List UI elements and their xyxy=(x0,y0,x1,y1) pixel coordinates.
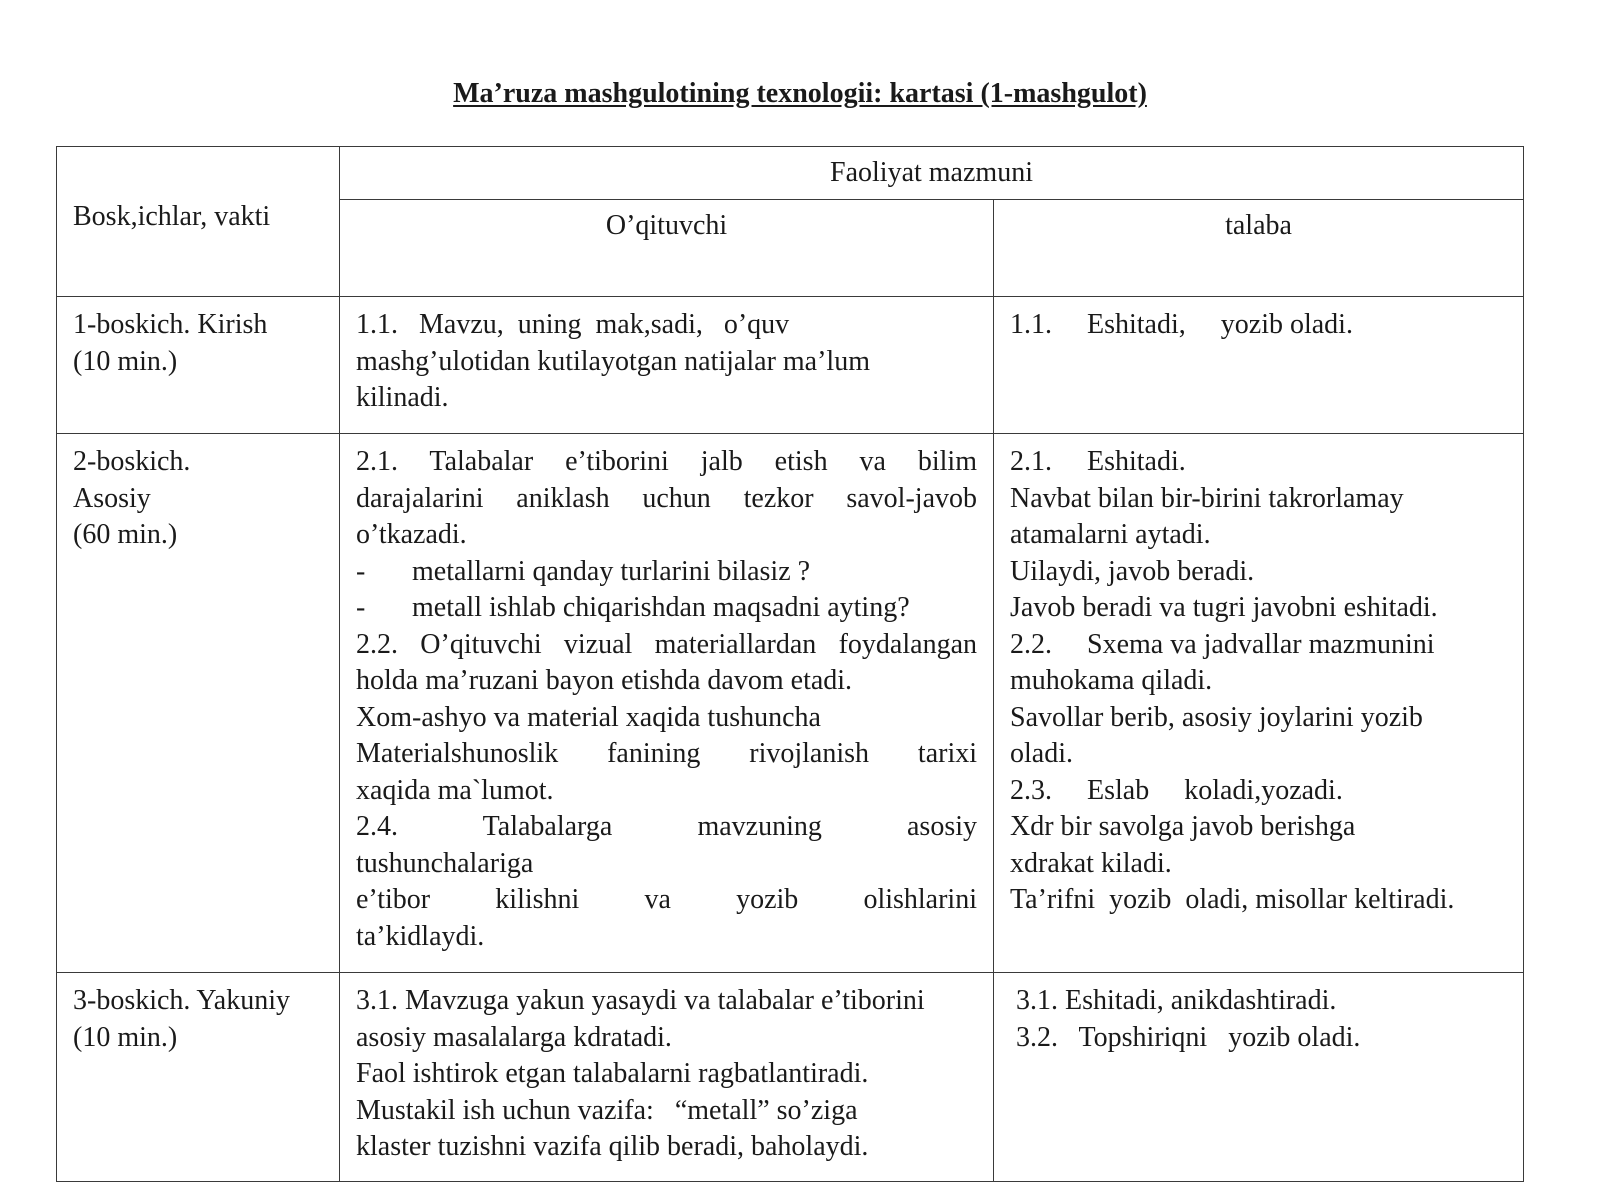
table-row xyxy=(57,297,1524,434)
table-row xyxy=(57,434,1524,973)
cell-line: o’tkazadi. xyxy=(356,519,467,550)
header-stage: Bosk,ichlar, vakti xyxy=(57,147,340,297)
cell-line: 2.1. Eshitadi. xyxy=(1010,446,1186,477)
header-teacher: O’qituvchi xyxy=(340,200,994,297)
question-text: metall ishlab chiqarishdan maqsadni ayting? xyxy=(412,592,910,623)
cell-line: 1.1. Mavzu, uning mak,sadi, o’quv xyxy=(356,309,790,340)
cell-line: holda ma’ruzani bayon etishda davom etadi. xyxy=(356,665,853,696)
cell-line: Xdr bir savolga javob berishga xyxy=(1010,811,1356,842)
student-cell xyxy=(994,973,1524,1182)
cell-line: 3.1. Eshitadi, anikdashtiradi. xyxy=(1016,985,1337,1016)
cell-line: e’tibor kilishni va yozib olishlarini xyxy=(356,884,977,915)
header-student: talaba xyxy=(994,200,1524,297)
dash-mark: - xyxy=(356,555,366,587)
cell-line: oladi. xyxy=(1010,738,1073,769)
question-item xyxy=(356,590,977,627)
cell-line: 1-boskich. Kirish xyxy=(73,309,268,340)
cell-line: 1.1. Eshitadi, yozib oladi. xyxy=(1010,309,1353,340)
cell-line: tushunchalariga xyxy=(356,847,534,879)
cell-line: atamalarni aytadi. xyxy=(1010,519,1211,550)
cell-line: Navbat bilan bir-birini takrorlamay xyxy=(1010,482,1404,514)
cell-line: 2.3. Eslab koladi,yozadi. xyxy=(1010,774,1343,806)
question-item xyxy=(356,554,977,591)
cell-line: asosiy masalalarga kdratadi. xyxy=(356,1021,672,1053)
table-row xyxy=(57,973,1524,1182)
teacher-cell xyxy=(340,297,994,434)
cell-line: Materialshunoslik fanining rivojlanish tarixi xyxy=(356,738,977,769)
cell-line: Asosiy xyxy=(73,482,151,514)
cell-line: Uilaydi, javob beradi. xyxy=(1010,555,1255,587)
cell-line: Savollar berib, asosiy joylarini yozib xyxy=(1010,701,1423,733)
cell-line: 2.1. Talabalar e’tiborini jalb etish va bilim xyxy=(356,446,977,477)
stage-cell xyxy=(57,297,340,434)
cell-line: kilinadi. xyxy=(356,382,449,413)
cell-line: ta’kidlaydi. xyxy=(356,920,485,952)
question-text: metallarni qanday turlarini bilasiz ? xyxy=(412,555,811,587)
cell-line: Xom-ashyo va material xaqida tushuncha xyxy=(356,701,821,733)
cell-line: 2.2. Sxema va jadvallar mazmunini xyxy=(1010,628,1435,660)
student-cell xyxy=(994,434,1524,973)
cell-line: (10 min.) xyxy=(73,345,178,377)
cell-line: 2-boskich. xyxy=(73,446,191,477)
cell-line: mashg’ulotidan kutilayotgan natijalar ma’lum xyxy=(356,345,870,377)
cell-line: Faol ishtirok etgan talabalarni ragbatlantiradi. xyxy=(356,1058,869,1089)
cell-line: (60 min.) xyxy=(73,519,178,550)
header-activity: Faoliyat mazmuni xyxy=(340,147,1524,200)
student-cell xyxy=(994,297,1524,434)
technology-card-table xyxy=(56,146,1524,1182)
cell-line: xaqida ma`lumot. xyxy=(356,774,554,806)
cell-line: 3.2. Topshiriqni yozib oladi. xyxy=(1016,1021,1361,1053)
stage-cell xyxy=(57,973,340,1182)
cell-line: Ta’rifni yozib oladi, misollar keltiradi. xyxy=(1010,884,1455,915)
header-row xyxy=(57,147,1524,200)
cell-line: 3-boskich. Yakuniy xyxy=(73,985,291,1016)
cell-line: 2.4. Talabalarga mavzuning asosiy xyxy=(356,811,977,842)
teacher-cell xyxy=(340,973,994,1182)
cell-line: 3.1. Mavzuga yakun yasaydi va talabalar e’tiborini xyxy=(356,985,925,1016)
stage-cell xyxy=(57,434,340,973)
cell-line: 2.2. O’qituvchi vizual materiallardan foydalangan xyxy=(356,628,977,660)
page-title: Ma’ruza mashgulotining texnologii: kartasi (1-mashgulot) xyxy=(453,78,1147,109)
cell-line: Javob beradi va tugri javobni eshitadi. xyxy=(1010,592,1438,623)
cell-line: klaster tuzishni vazifa qilib beradi, baholaydi. xyxy=(356,1131,869,1162)
cell-line: darajalarini aniklash uchun tezkor savol-javob xyxy=(356,482,977,514)
cell-line: Mustakil ish uchun vazifa: “metall” so’ziga xyxy=(356,1094,858,1126)
cell-line: (10 min.) xyxy=(73,1021,178,1053)
cell-line: muhokama qiladi. xyxy=(1010,665,1213,696)
teacher-cell xyxy=(340,434,994,973)
dash-mark: - xyxy=(356,592,366,623)
cell-line: xdrakat kiladi. xyxy=(1010,847,1172,879)
